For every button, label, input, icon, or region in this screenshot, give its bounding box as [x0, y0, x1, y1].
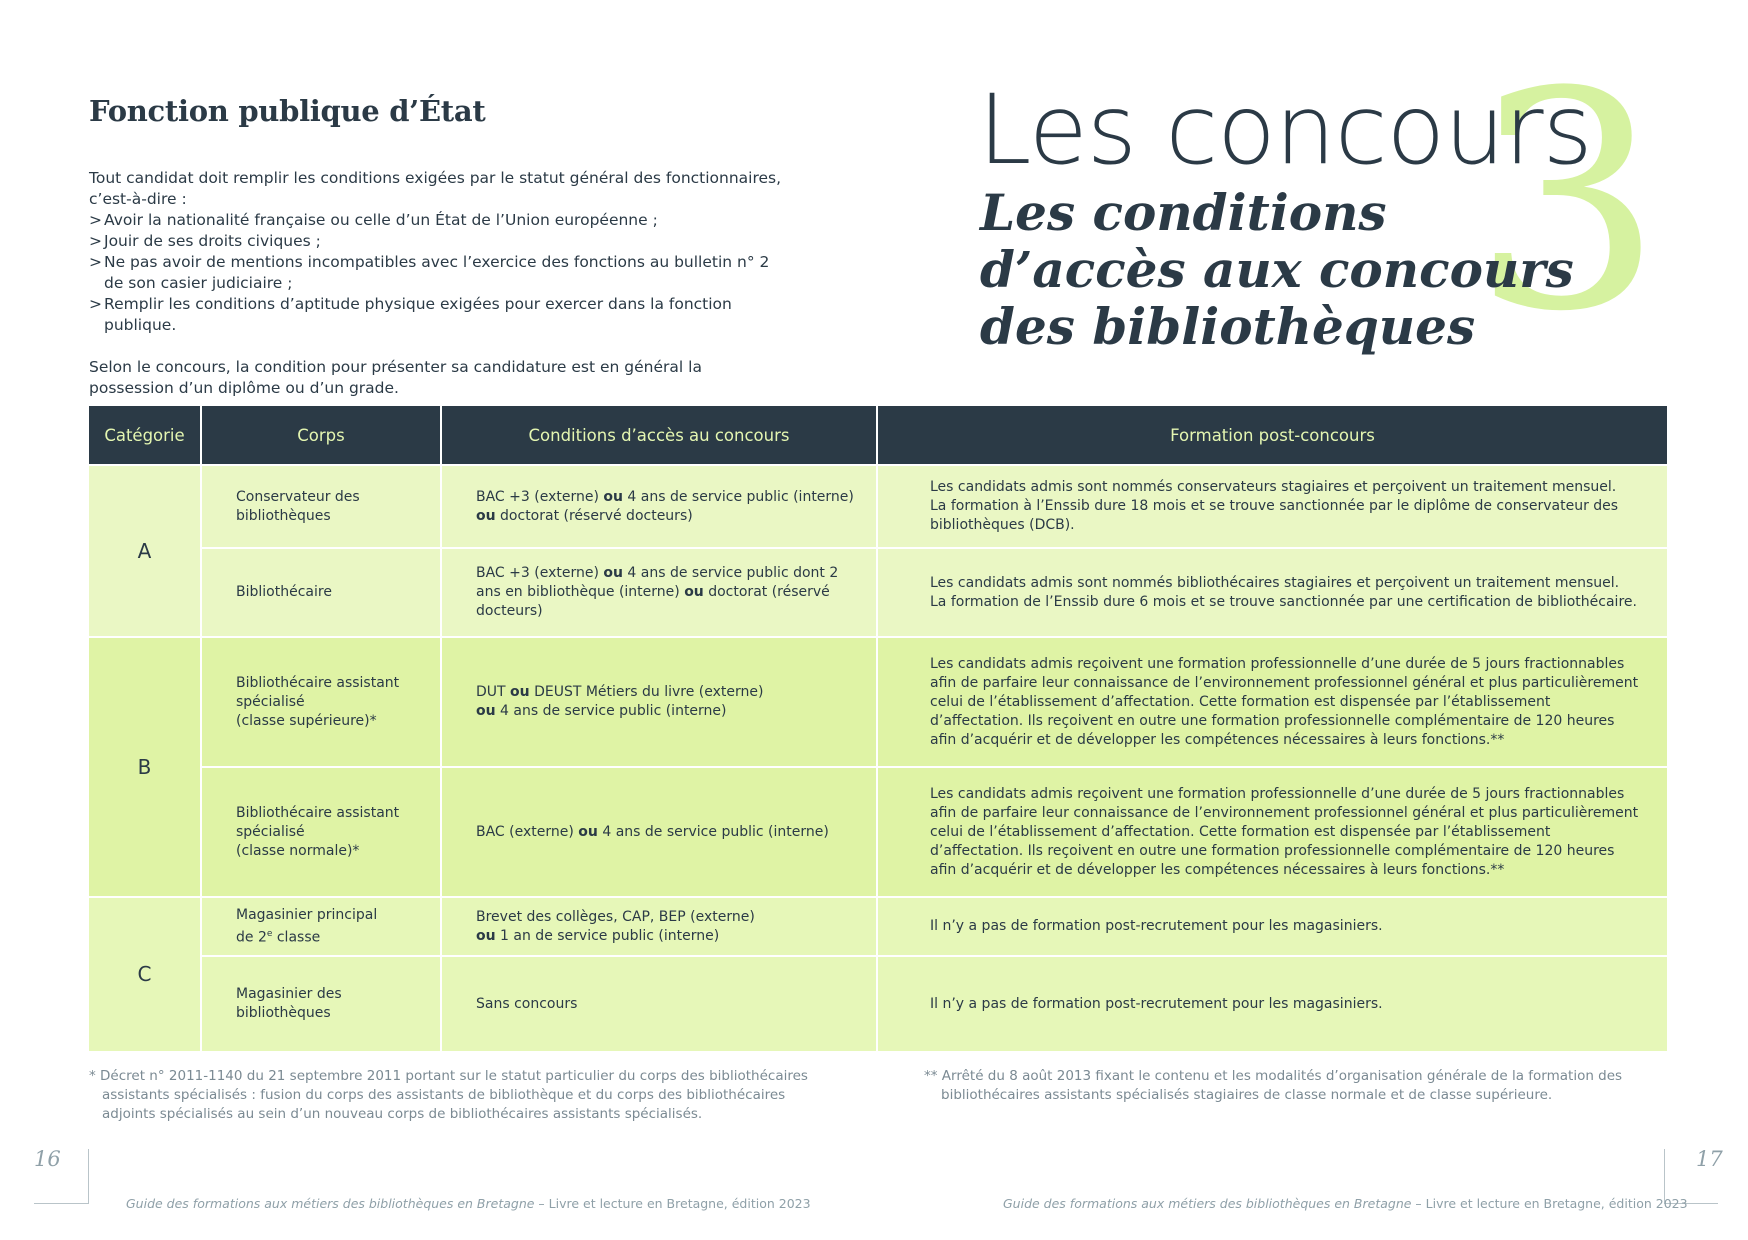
condition-or: ou [603, 488, 623, 505]
footnote-decret: * Décret n° 2011-1140 du 21 septembre 2011 portant sur le statut particulier du corps des bibliothécaires assistants spécialisés : fusion du corps des assistants de bibliothèque et du corps des bibliothécaires adjoints spécialisés au sein d’un nouveau corps de bibliothécaires assistants spécialisés. [89, 1068, 808, 1122]
footer-separator: – [1411, 1196, 1426, 1211]
running-footer-right [1003, 1196, 1688, 1211]
corps-cell [201, 548, 441, 637]
corps-text: Bibliothécaire assistant [236, 804, 400, 821]
footer-guide-title: Guide des formations aux métiers des bibliothèques en Bretagne [126, 1196, 535, 1211]
corps-text: spécialisé [236, 693, 305, 710]
condition-text: 1 an de service public (interne) [495, 927, 720, 944]
corps-text: Conservateur des [236, 488, 360, 505]
chapter-number: 3 [1472, 28, 1663, 377]
corps-text: Magasinier principal [236, 906, 378, 923]
condition-or: ou [476, 507, 496, 524]
table-header-row [89, 406, 1667, 465]
condition-text: doctorat (réservé docteurs) [476, 584, 830, 619]
category-cell-a: A [89, 465, 201, 637]
header-conditions: Conditions d’accès au concours [441, 406, 877, 465]
corps-text: bibliothèques [236, 1005, 331, 1021]
formation-cell [877, 897, 1667, 956]
formation-cell [877, 548, 1667, 637]
condition-text: 4 ans de service public (interne) [495, 703, 727, 719]
section-title: Les concours [978, 74, 1592, 186]
condition-cell [441, 637, 877, 767]
formation-cell [877, 767, 1667, 897]
conditions-list [89, 210, 789, 336]
condition-text: 4 ans de service public (interne) [622, 488, 854, 505]
corps-text: Bibliothécaire assistant [236, 674, 400, 691]
conditions-table [89, 406, 1667, 1053]
header-formation: Formation post-concours [877, 406, 1667, 465]
chapter-title: Les conditions d’accès aux concours des bibliothèques [980, 183, 1574, 356]
condition-text: BAC +3 (externe) [476, 565, 604, 581]
condition-cell [441, 897, 877, 956]
corps-text: bibliothèques [236, 507, 331, 524]
table-row [89, 548, 1667, 637]
condition-cell [441, 465, 877, 548]
table-row [89, 956, 1667, 1052]
condition-or: ou [510, 684, 530, 700]
header-categorie: Catégorie [89, 406, 201, 465]
corps-cell [201, 767, 441, 897]
condition-text: DUT [476, 684, 511, 700]
category-cell-b: B [89, 637, 201, 897]
list-item: > Remplir les conditions d’aptitude physique exigées pour exercer dans la fonction publique. [89, 294, 789, 336]
running-footer-left [126, 1196, 811, 1211]
category-cell-c: C [89, 897, 201, 1052]
list-item: > Ne pas avoir de mentions incompatibles avec l’exercice des fonctions au bulletin n° 2 de son casier judiciaire ; [89, 252, 789, 294]
corps-cell [201, 637, 441, 767]
table-row [89, 897, 1667, 956]
condition-text: 4 ans de service public (interne) [597, 823, 829, 840]
condition-or: ou [476, 703, 496, 719]
condition-text: BAC +3 (externe) [476, 488, 604, 505]
footer-guide-title: Guide des formations aux métiers des bibliothèques en Bretagne [1003, 1196, 1412, 1211]
footer-edition: Livre et lecture en Bretagne, édition 2023 [1425, 1196, 1688, 1211]
condition-cell [441, 548, 877, 637]
footnote-arrete: ** Arrêté du 8 août 2013 fixant le contenu et les modalités d’organisation générale de la formation des bibliothécaires assistants spécialisés stagiaires de classe normale et de classe supérieure. [924, 1068, 1623, 1103]
condition-cell [441, 956, 877, 1052]
page-number-right: 17 [1696, 1147, 1723, 1171]
section-heading: Fonction publique d’État [89, 94, 486, 128]
formation-text: Les candidats admis reçoivent une formation professionnelle d’une durée de 5 jours fractionnables afin de parfaire leur connaissance de l’environnement professionnel général et plus particulièrement celui de l’établissement d’affectation. Cette formation est dispensée par l’établissement d’affectation. Ils reçoivent en outre une formation professionnelle complémentaire de 120 heures afin d’acquérir et de développer les compétences nécessaires à leurs fonctions.** [930, 785, 1639, 878]
footer-edition: Livre et lecture en Bretagne, édition 2023 [548, 1196, 811, 1211]
page-number-left: 16 [34, 1147, 61, 1171]
corps-text: spécialisé [236, 823, 305, 840]
corps-superscript: e [266, 928, 273, 939]
formation-cell [877, 637, 1667, 767]
table-row [89, 465, 1667, 548]
condition-text: BAC (externe) [476, 823, 579, 840]
condition-text: Sans concours [476, 995, 578, 1012]
corps-text: (classe supérieure)* [236, 712, 377, 729]
corps-cell [201, 956, 441, 1052]
header-corps: Corps [201, 406, 441, 465]
footer-separator: – [534, 1196, 549, 1211]
formation-text: La formation de l’Enssib dure 6 mois et se trouve sanctionnée par une certification de bibliothécaire. [930, 593, 1637, 610]
table-row [89, 637, 1667, 767]
list-item: > Jouir de ses droits civiques ; [89, 231, 789, 252]
list-item: > Avoir la nationalité française ou celle d’un État de l’Union européenne ; [89, 210, 789, 231]
condition-text: 4 ans de service public dont 2 ans en bibliothèque (interne) [476, 565, 839, 600]
condition-text: DEUST Métiers du livre (externe) [529, 684, 764, 700]
corps-text: Magasinier des [236, 986, 342, 1002]
corps-cell [201, 897, 441, 956]
diploma-paragraph: Selon le concours, la condition pour présenter sa candidature est en général la possession d’un diplôme ou d’un grade. [89, 358, 702, 397]
intro-block [89, 168, 789, 399]
formation-text: Les candidats admis sont nommés conservateurs stagiaires et perçoivent un traitement mensuel. [930, 479, 1617, 495]
corps-text: (classe normale)* [236, 842, 360, 859]
corps-text: Bibliothécaire [236, 584, 332, 600]
condition-text: doctorat (réservé docteurs) [495, 507, 693, 524]
corps-cell [201, 465, 441, 548]
formation-text: Il n’y a pas de formation post-recrutement pour les magasiniers. [930, 995, 1383, 1012]
table-row [89, 767, 1667, 897]
corps-text: classe [272, 929, 321, 946]
formation-cell [877, 956, 1667, 1052]
folio-rule [34, 1203, 88, 1204]
folio-rule [88, 1149, 89, 1204]
condition-or: ou [578, 823, 598, 840]
condition-text: Brevet des collèges, CAP, BEP (externe) [476, 908, 755, 925]
formation-text: La formation à l’Enssib dure 18 mois et se trouve sanctionnée par le diplôme de conservateur des bibliothèques (DCB). [930, 498, 1619, 533]
condition-cell [441, 767, 877, 897]
condition-or: ou [476, 927, 496, 944]
formation-text: Il n’y a pas de formation post-recrutement pour les magasiniers. [930, 918, 1383, 934]
condition-or: ou [603, 565, 623, 581]
formation-cell [877, 465, 1667, 548]
corps-text: de 2 [236, 929, 267, 946]
intro-paragraph: Tout candidat doit remplir les conditions exigées par le statut général des fonctionnaires, c’est-à-dire : [89, 169, 782, 208]
formation-text: Les candidats admis sont nommés bibliothécaires stagiaires et perçoivent un traitement mensuel. [930, 574, 1620, 591]
formation-text: Les candidats admis reçoivent une formation professionnelle d’une durée de 5 jours fractionnables afin de parfaire leur connaissance de l’environnement professionnel général et plus particulièrement celui de l’établissement d’affectation. Cette formation est dispensée par l’établissement d’affectation. Ils reçoivent en outre une formation professionnelle complémentaire de 120 heures afin d’acquérir et de développer les compétences nécessaires à leurs fonctions.** [930, 655, 1639, 748]
condition-or: ou [684, 584, 704, 600]
